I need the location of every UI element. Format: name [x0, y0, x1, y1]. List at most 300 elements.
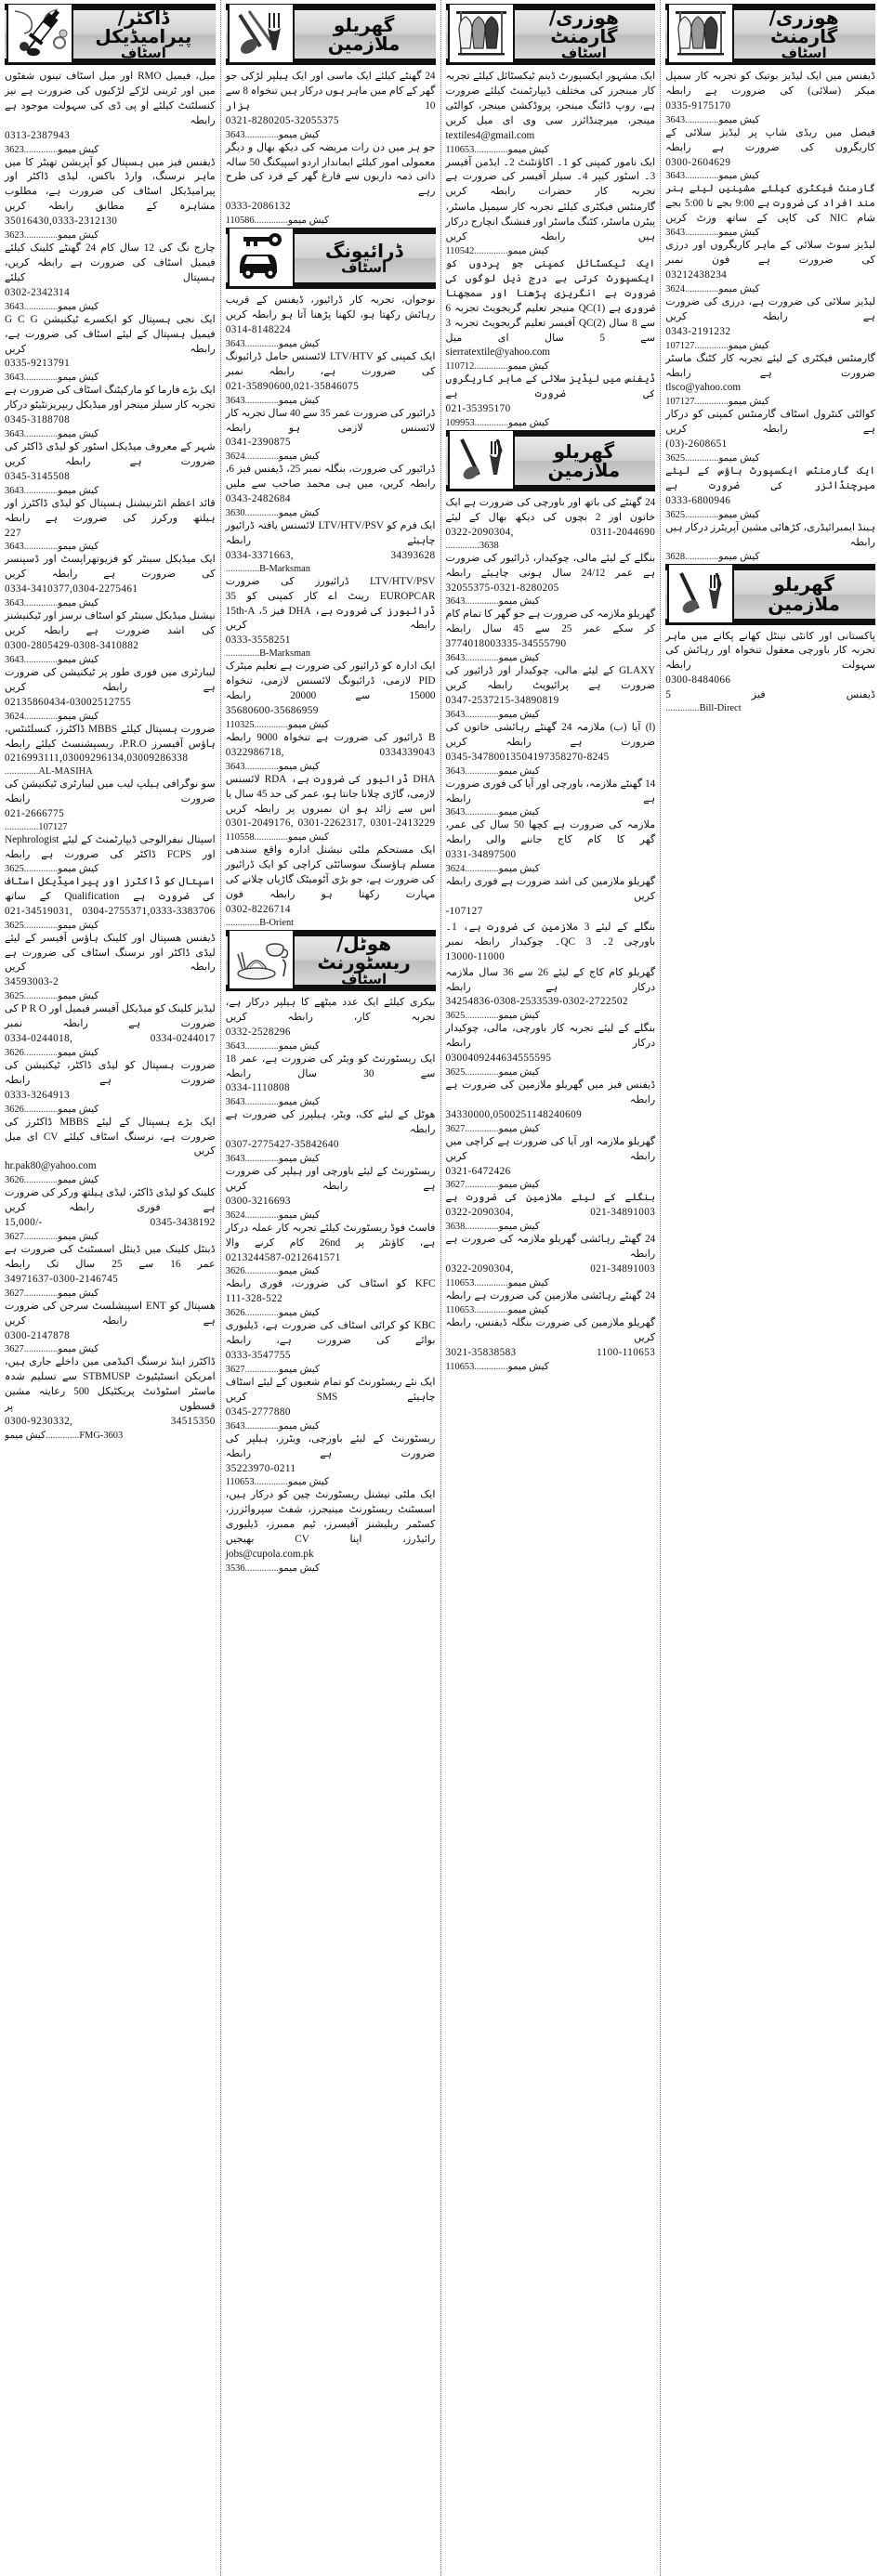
ad-item	[5, 833, 216, 874]
section-header-hotel-restaurant	[226, 930, 436, 991]
ad-text: لیبارٹری میں فوری طور پر ٹیکنیشن کی ضرورت ہے رابطہ کریں	[5, 666, 216, 693]
cash-memo: کیش میمو..............3630	[225, 508, 320, 519]
ad-item	[665, 630, 875, 714]
ad-phone: 0345-34780013504197358270-8245	[445, 751, 610, 763]
cash-memo: کیش میمو..............3625	[5, 863, 99, 874]
ad-item	[5, 1300, 216, 1355]
ad-phone: 15,000/- 0345-3438192	[5, 1217, 216, 1229]
cash-memo: ..............B-Marksman	[225, 563, 310, 574]
cash-memo: کیش میمو..............3643	[665, 114, 760, 125]
ad-text: ڈرائیور کی ضرورت، بنگلہ نمبر 25، ڈیفنس فیز 6، رابطہ کریں، میں ہی محمد صاحب سے ملیں	[225, 464, 436, 490]
ad-phone: 0216993111,03009296134,03009286338	[5, 752, 189, 765]
ad-item	[446, 1191, 656, 1232]
ad-text: گارمنٹ فیکٹری کیلئے مشینیں لیئے ہنر مند افراد کی ضرورت ہے 9:00 بجے تا 5:00 بجے شام NIC کی کاپی کے ساتھ وزٹ کریں	[665, 183, 876, 225]
ad-item	[5, 932, 216, 1002]
cash-memo: کیش میمو..............3624	[445, 864, 540, 875]
ad-phone: 0333-6800946	[665, 494, 731, 506]
ad-item	[226, 1165, 436, 1221]
cash-memo: کیش میمو..............3626	[225, 1308, 320, 1319]
ad-phone: 32055375-0321-8280205	[445, 582, 559, 594]
cash-memo: کیش میمو..............3643	[5, 542, 99, 553]
ad-phone: 3021-35838583 1100-110653	[445, 1346, 656, 1358]
ad-item	[5, 1116, 216, 1186]
cash-memo: کیش میمو..............3643	[665, 171, 760, 182]
cash-memo: کیش میمو..............3643	[5, 373, 99, 384]
ad-item	[226, 1108, 436, 1164]
ad-text: بنگلے کے لیئے ملازمین کی ضرورت ہے	[445, 1192, 656, 1204]
ad-text: ایک گارمنٹس ایکسپورٹ ہاؤس کے لیئے میرچنڈائزر کی ضرورت ہے	[665, 465, 875, 491]
ad-phone: 3774018003335-34555790	[445, 638, 567, 650]
ad-text: LTV/HTV/PSV ڈرائیورز کی ضرورت EUROPCAR رینٹ اے کار کمپنی کو 35 ڈرائیورز کی ضرورت ہے، DHA فیز 5، 15th-A رابطہ کریں	[225, 575, 436, 632]
ad-item	[446, 1233, 656, 1288]
cash-memo: کیش میمو..............3643	[5, 485, 99, 496]
section-title-line2: اسٹاف	[560, 44, 607, 61]
column-2	[440, 0, 661, 2576]
cash-memo: کیش میمو..............109953	[445, 418, 550, 429]
ad-item	[226, 407, 436, 463]
ad-text: قائد اعظم انٹرنیشنل ہسپتال کو لیڈی ڈاکٹرز اور ہیلتھ ورکرز کی ضرورت ہے رابطہ	[5, 497, 216, 524]
ad-text: ڈیفنس میں ایک لیڈیز بوتیک کو تجربہ کار سمپل میکر (سلائی) کی ضرورت ہے رابطہ	[665, 71, 875, 97]
cash-memo: کیش میمو..............3643	[5, 654, 99, 665]
cash-memo: کیش میمو..............3643	[225, 395, 320, 406]
ad-phone: 021-35395170	[445, 403, 511, 415]
section-header-driving-staff	[226, 228, 436, 289]
ad-phone: 0213244587-0212641571	[225, 1251, 341, 1263]
ad-item	[446, 496, 656, 551]
cash-memo: کیش میمو..............3643	[225, 129, 320, 140]
ad-text: لیڈیز سلائی کی ضرورت ہے، درزی کی ضرورت ہے رابطہ کریں	[665, 295, 875, 322]
section-title-line1: گھریلو ملازمین	[327, 13, 401, 55]
section-title-line1: ھوزری/گارمنٹ	[548, 6, 619, 48]
cash-memo: ..............3638	[445, 540, 499, 551]
ad-text: ایک بڑے فارما کو مارکیٹنگ اسٹاف کی ضرورت ہے تجربہ کار سیلز مینجر اور میڈیکل ریپریزنٹیٹو درکار	[5, 385, 216, 412]
ad-phone: 34971637-0300-2146745	[5, 1273, 119, 1285]
cash-memo: کیش میمو..............3643	[445, 653, 540, 664]
ad-text: ڈینٹل کلینک میں ڈینٹل اسسٹنٹ کی ضرورت ہے عمر 16 سے 25 سال تک رابطہ	[5, 1244, 216, 1270]
ad-item	[665, 521, 875, 562]
ad-phone: 0345-2777880	[225, 1406, 291, 1418]
ad-item	[226, 1376, 436, 1432]
cash-memo: کیش میمو..............3628	[665, 551, 760, 562]
ad-phone: 0302-2342314	[5, 286, 71, 298]
cash-memo: کیش میمو..............3627	[445, 1123, 540, 1134]
section-title-line1: ھوزری/گارمنٹ	[768, 6, 839, 48]
ad-phone: 35016430,0333-2312130	[5, 216, 118, 228]
ad-phone: 13000-11000	[445, 950, 506, 962]
ad-text: ملازمہ کی ضرورت ہے کچھا 50 سال کی عمر، گھر کا کام کاج جاننے والی رابطہ	[445, 819, 656, 846]
ad-text: ایک ادارہ کو ڈرائیور کی ضرورت ہے تعلیم میٹرک PID لازمی، ڈرائیونگ لائسنس لازمی، تنخواہ 15000 سے 20000 رابطہ	[225, 660, 436, 702]
ad-phone: 0333-3264913	[5, 1089, 71, 1101]
cash-memo: کیش میمو..............110325	[225, 719, 329, 730]
cash-memo: کیش میمو..............110653	[445, 144, 549, 155]
cash-memo: کیش میمو..............3625	[5, 991, 99, 1002]
ad-text: کلینک کو لیڈی ڈاکٹر، لیڈی ہیلتھ ورکر کی ضرورت ہے فوری رابطہ کریں	[5, 1187, 216, 1214]
ad-text: لیڈیز سوٹ سلائی کے ماہر کاریگروں اور درزی کی ضرورت ہے فون نمبر	[665, 240, 875, 267]
section-title-line2: اسٹاف	[120, 44, 166, 61]
ad-text: بنگلے کے لیئے تجربہ کار باورچی، مالی، چوکیدار درکار رابطہ	[445, 1023, 656, 1050]
ad-text: GLAXY کے لیئے مالی، چوکیدار اور ڈرائیور کی ضرورت ہے پرائیویٹ رابطہ کریں	[445, 665, 656, 692]
ad-text: ایک بڑے ہسپتال کے لیئے MBBS ڈاکٹرز کی ضرورت ہے، نرسنگ اسٹاف کیلئے CV ای میل کریں	[5, 1116, 216, 1157]
cash-memo: کیش میمو..............3627	[5, 1232, 99, 1242]
cash-memo: کیش میمو..............3623	[5, 144, 99, 155]
cash-memo: کیش میمو..............3626	[5, 1047, 99, 1058]
ad-text: میل، فیمیل RMO اور میل اسٹاف تینوں شفٹوں میں اور ٹرینی لڑکے لڑکیوں کی ضرورت ہے نیز کنسلٹنٹ کیلئے او پی ڈی کی سہولت موجود ہے رابطہ	[5, 71, 216, 126]
ad-item	[226, 1277, 436, 1318]
ad-phone: 0322-2090304, 021-34891003	[445, 1263, 656, 1275]
ad-text: 24 گھنٹے کی باتھ اور باورچی کی ضرورت ہے ایک خاتون اور 2 بچوں کی دیکھ بھال کے لیئے	[445, 497, 656, 523]
ad-phone: 0333-2086132	[225, 201, 291, 213]
ad-item	[226, 1222, 436, 1277]
cash-memo: کیش میمو..............3627	[225, 1365, 320, 1375]
cash-memo: کیش میمو..............3643	[225, 1097, 320, 1108]
cash-memo: کیش میمو..............3626	[5, 1104, 99, 1115]
cash-memo: کیش میمو..............3638	[445, 1222, 540, 1233]
ad-item	[226, 141, 436, 227]
ad-phone: 0334-3371663, 34393628	[225, 549, 436, 561]
section-title-line1: گھریلو ملازمین	[768, 573, 840, 615]
ad-text: گھریلو ملازمین کی اشد ضرورت ہے فوری رابطہ کریں	[445, 876, 656, 903]
ad-text: ڈرائیور کی ضرورت عمر 35 سے 40 سال تجربہ کار لائسنس لازمی ہو رابطہ	[225, 407, 436, 434]
ad-text: ڈیفنس فیز میں گھریلو ملازمین کی ضرورت ہے رابطہ	[445, 1079, 656, 1105]
cash-memo: کیش میمو..............3625	[5, 920, 99, 931]
cash-memo: کیش میمو..............3624	[225, 1210, 320, 1221]
ad-item	[226, 350, 436, 406]
ad-phone: 0331-34897500	[445, 849, 517, 861]
section-title	[298, 10, 430, 59]
ad-text: KFC کو اسٹاف کی ضرورت، فوری رابطہ	[225, 1278, 436, 1290]
cash-memo: کیش میمو..............3627	[5, 1288, 99, 1299]
ad-phone: 0345-3145508	[5, 470, 71, 482]
ad-item	[226, 731, 436, 772]
ad-phone: 35680600-35686959	[225, 705, 319, 716]
ad-text: ایک فرم کو LTV/HTV/PSV لائسنس یافتہ ڈرائیور چاہیئے رابطہ	[225, 520, 436, 546]
ad-phone: 0313-2387943	[5, 129, 71, 141]
cash-memo: کیش میمو..............110653	[445, 1304, 549, 1315]
section-title	[298, 234, 430, 282]
ad-item	[665, 239, 875, 294]
ad-item	[446, 921, 656, 965]
ad-text: اسپتال کو ڈاکٹرز اور پیرامیڈیکل اسٹاف کی ضرورت ہے Qualification کے ساتھ	[5, 875, 216, 902]
ad-item	[226, 843, 436, 928]
cash-memo: کیش میمو..............3643	[5, 301, 99, 312]
ad-item	[5, 70, 216, 155]
ad-text: ایک نجی ہسپتال کو ایکسرے ٹیکنیشن G C G فیمیل ہسپتال کے لیئے اسٹاف کی ضرورت ہے، رابطہ کریں	[5, 313, 216, 355]
ad-item	[446, 1316, 656, 1372]
ad-phone: 0321-6472426	[445, 1165, 511, 1177]
cash-memo: کیش میمو..............107127	[665, 340, 769, 351]
ad-email: textiles4@gmail.com	[445, 129, 535, 141]
ad-item	[5, 313, 216, 384]
ad-text: 24 گھنٹے رہائشی ملازمین کی ضرورت ہے رابطہ	[445, 1290, 656, 1301]
cash-memo: کیش میمو..............3626	[225, 1266, 320, 1277]
syringe-icon	[7, 4, 73, 64]
ad-phone: 0300-2147878	[5, 1329, 71, 1341]
ad-item	[226, 575, 436, 660]
ad-item	[5, 1243, 216, 1299]
section-title-line1: ڈرائیونگ	[324, 240, 403, 263]
ad-item	[446, 1135, 656, 1191]
ad-phone: 0345-3188708	[5, 414, 71, 426]
ad-text: گھریلو کام کاج کے لیئے 26 سے 36 سال ملازمہ درکار ہے رابطہ	[445, 966, 656, 993]
cash-memo: ..............Bill-Direct	[665, 703, 742, 714]
ad-item	[665, 70, 875, 125]
ad-phone: 34254836-0308-2533539-0302-2722502	[445, 996, 628, 1008]
ad-phone: 0335-9213791	[5, 358, 71, 370]
ad-text: ھسپتال کو ENT اسپیشلسٹ سرجن کی ضرورت ہے رابطہ کریں	[5, 1300, 216, 1327]
cash-memo: کیش میمو..............3643	[225, 1154, 320, 1165]
ad-item	[226, 519, 436, 574]
ad-phone: 227	[5, 527, 21, 539]
ad-text: کوالٹی کنٹرول اسٹاف گارمنٹس کمپنی کو درکار ہے رابطہ کریں	[665, 409, 875, 436]
ad-text: ضرورت ہسپتال کو لیڈی ڈاکٹر، ٹیکنیشن کی ضرورت ہے رابطہ	[5, 1059, 216, 1086]
ad-item	[5, 723, 216, 778]
ad-phone: 0314-8148224	[225, 323, 291, 335]
ad-item	[446, 778, 656, 818]
section-header-domestic-staff-3	[226, 4, 436, 65]
cash-memo: کیش میمو..............110653	[445, 1361, 549, 1372]
ad-phone: 0321-8280205-32055375	[225, 114, 339, 126]
cash-memo: کیش میمو..............3625	[445, 1067, 540, 1079]
ad-item	[665, 295, 875, 351]
ad-item	[5, 778, 216, 832]
ad-phone: 021-2666775	[5, 808, 65, 820]
ad-text: 14 گھنٹے ملازمہ، باورچی اور آیا کی فوری ضرورت ہے رابطہ	[445, 778, 656, 804]
ad-email: sierratextile@yahoo.com	[445, 347, 551, 359]
ad-item	[5, 440, 216, 496]
column-1	[660, 0, 880, 2576]
ad-item	[446, 373, 656, 428]
ad-extra: ڈیفنس فیز 5	[665, 689, 875, 701]
ad-phone: 03212438234	[665, 268, 728, 281]
cash-memo: کیش میمو..............3643	[225, 761, 320, 772]
section-title	[519, 437, 650, 485]
ad-item	[446, 966, 656, 1022]
ad-phone: 0322-2090304, 0311-2044690	[445, 526, 656, 538]
ad-text: لیڈیز کلینک کو میڈیکل آفیسر فیمیل اور P R O کی ضرورت ہے رابطہ نمبر	[5, 1003, 216, 1030]
ad-item	[5, 1355, 216, 1441]
ad-item	[446, 1022, 656, 1078]
section-header-domestic-staff	[665, 564, 875, 625]
ad-text: ھوٹل کے لیئے کک، ویٹر، ہیلپرز کی ضرورت ہے رابطہ	[225, 1109, 436, 1136]
ad-text: ایک میڈیکل سینٹر کو فزیوتھراپسٹ اور ڈسپنسر کی ضرورت ہے رابطہ کریں	[5, 554, 216, 581]
cash-memo: کیش میمو..............3626	[5, 1175, 99, 1186]
ad-phone: 34593003-2	[5, 976, 59, 988]
ad-text: ایک مشہور ایکسپورٹ ڈینم ٹیکسٹائل کیلئے تجربہ کار مینجرز کی مختلف ڈیپارٹمنٹ کیلئے ضرورت ہے، روپ ڈائنگ مینجر، پروڈکشن مینجر، کوالٹی مینجر، میرچنڈائزر سی وی ای میل کریں	[445, 71, 656, 126]
ad-item	[446, 552, 656, 608]
cash-memo: ..............AL-MASIHA	[5, 766, 93, 778]
ad-item	[226, 660, 436, 730]
cash-memo: کیش میمو..............3627	[445, 1180, 540, 1191]
ad-text: اسپتال نیفرالوجی ڈیپارٹمنٹ کے لیئے Nephrologist اور FCPS ڈاکٹر کی ضرورت ہے رابطہ	[5, 834, 216, 860]
ad-item	[5, 384, 216, 439]
ad-item	[665, 464, 875, 520]
section-header-doctor-paramedical	[5, 4, 216, 65]
cash-memo: کیش میمو..............107127	[665, 397, 769, 408]
ad-text: گارمنٹس فیکٹری کے لیئے تجربہ کار کٹنگ ماسٹر ضرورت ہے رابطہ	[665, 352, 875, 379]
ad-item	[5, 609, 216, 665]
section-title-line1: ڈاکٹر/پیرامیڈیکل	[95, 6, 192, 48]
ad-text: ڈیفنس ھسپتال اور کلینک ہاؤس آفیسر کے لیئے لیڈی ڈاکٹر اور نرسنگ اسٹاف کی ضرورت ہے رابطہ کریں	[5, 932, 216, 974]
ad-phone: 021-35890600,021-35846075	[225, 380, 360, 392]
ad-phone: 0300-2604629	[665, 156, 731, 168]
ad-item	[226, 996, 436, 1052]
cash-memo: کیش میمو..............3625	[665, 509, 760, 520]
ad-phone: 0333-3558251	[225, 634, 291, 647]
ad-phone: 111-328-522	[225, 1293, 283, 1305]
ad-text: بنگلے کے لیئے مالی، چوکیدار، ڈرائیور کی ضرورت ہے عمر 24/12 سال ہونی چاہیئے رابطہ	[445, 552, 656, 579]
ad-text: DHA ڈرائیور کی ضرورت ہے، RDA لائسنس لازمی، گاڑی چلانا جانتا ہو، عمر کی حد 45 سال یا اس سے زائد ہو ان نمبروں پر رابطہ کریں	[225, 773, 436, 815]
ad-text: ضرورت ہسپتال کیلئے MBBS ڈاکٹرز، کنسلٹنٹس، ہاؤس آفیسرز P.R.O، ریسپشنسٹ کیلئے رابطہ	[5, 723, 216, 750]
ad-item	[5, 1002, 216, 1058]
clothes-rack-icon	[667, 4, 734, 64]
ad-text: ایک مستحکم ملٹی نیشنل ادارہ واقع سندھی مسلم ہاؤسنگ سوسائٹی کراچی کو ایک ڈرائیور کی ضرورت ہے، جو بڑی آٹومیٹک گاڑیاں چلانے کی مہارت رکھتا ہو رابطہ فون	[225, 844, 436, 901]
ad-text: 24 گھنٹے رہائشی گھریلو ملازمہ کی ضرورت ہے رابطہ	[445, 1234, 656, 1261]
ad-text: ایک کمپنی کو LTV/HTV لائسنس حامل ڈرائیونگ کی ضرورت ہے، رابطہ نمبر	[225, 350, 436, 377]
ad-phone: 0300409244634555595	[445, 1053, 552, 1065]
ad-text: ڈیفنس فیز میں ہسپتال کو آپریشن تھیٹر کا میں ماہر نرسنگ، وارڈ باکس، لیڈی ڈاکٹر اور پیرامیڈیکل اسٹاف کی ضرورت ہے، مطلوب مشاہرہ کے مطابق رابطہ کریں	[5, 156, 216, 213]
section-header-domestic-staff-2	[446, 430, 656, 491]
ad-phone: 0334-3410377,0304-2275461	[5, 583, 138, 595]
cash-memo: کیش میمو..............3643	[5, 598, 99, 609]
ad-text: ہینڈ ایمبرائیڈری، کڑھائی مشین آپریٹرز درکار ہیں رابطہ	[665, 521, 875, 548]
ad-item	[446, 201, 656, 256]
ad-text: چارج نگ کی 12 سال کام 24 گھنٹے کلینک کیلئے فیمیل اسٹاف کی ضرورت ہے رابطہ کریں، ہسپتال کیلئے	[5, 242, 216, 283]
section-title-line1: ھوٹل/ریسٹورنٹ	[317, 932, 411, 974]
ad-item	[446, 721, 656, 777]
ad-item	[226, 294, 436, 349]
ad-phone: 35223970-0211	[225, 1462, 296, 1474]
ad-text: سو نوگرافی ہیلپ لیب میں لیبارٹری ٹیکنیشن کی ضرورت رابطہ	[5, 778, 216, 805]
clothes-rack-icon	[448, 4, 515, 64]
section-title-line2: اسٹاف	[341, 258, 387, 276]
cutlery-icon	[448, 430, 515, 490]
ad-item	[665, 182, 875, 238]
ad-item	[5, 242, 216, 312]
ad-item	[446, 70, 656, 155]
ad-item	[226, 70, 436, 140]
ad-text: جو ہر میں دن رات مریضہ کی دیکھ بھال و دیگر معمولی امور کیلئے ایماندار اردو اسپیکنگ 50 سالہ ذاتی ذمہ داریوں سے فارغ گھر کے فرد کی طرح رہے	[225, 141, 436, 198]
ad-text: گارمنٹس فیکٹری کیلئے تجربہ کار سیمپل ماسٹر، پیٹرن ماسٹر، کٹنگ ماسٹر اور فنشنگ انچارج درکار ہیں رابطہ کریں	[445, 202, 656, 243]
ad-item	[5, 666, 216, 722]
ad-item	[226, 463, 436, 518]
ad-text: نوجوان، تجربہ کار ڈرائیور، ڈیفنس کے قریب رہائش رکھتا ہو، لکھنا پڑھنا آتا ہو رابطہ کریں	[225, 294, 436, 321]
section-title-line2: اسٹاف	[781, 44, 827, 61]
ad-phone: 0347-2537215-34890819	[445, 695, 559, 706]
ad-text: ایک نامور کمپنی کو 1۔ اکاؤنٹنٹ 2۔ ایڈمن آفیسر 3۔ اسٹور کیپر 4۔ سیلز آفیسر کی ضرورت ہے تجربہ کار حضرات رابطہ کریں	[445, 156, 656, 198]
cash-memo: کیش میمو..............3643	[445, 807, 540, 818]
ad-text: ایک نئے ریسٹورنٹ کو تمام شعبوں کے لیئے اسٹاف چاہیئے SMS کریں	[225, 1377, 436, 1403]
cash-memo: کیش میمو..............3643	[225, 338, 320, 349]
food-service-icon	[228, 930, 295, 990]
ad-text: ڈیفنس میں لیڈیز سلائی کے ماہر کاریگروں کی ضرورت ہے	[445, 373, 656, 400]
ad-item	[5, 156, 216, 242]
ad-item	[665, 126, 875, 182]
cash-memo: کیش میمو..............110558	[225, 832, 329, 843]
cash-memo: کیش میمو..............3624	[665, 283, 760, 294]
cash-memo: کیش میمو..............3623	[5, 230, 99, 242]
ad-phone: 0322986718, 0334339043	[225, 746, 436, 758]
section-header-hosiery-garment-2	[446, 4, 656, 65]
ad-text: ڈاکٹرز اینڈ نرسنگ اکیڈمی میں داخلے جاری ہیں، امریکن انسٹیٹیوٹ STBMUSP سے تسلیم شدہ ماسٹر اسٹوڈنٹ پریکٹیکل 500 رعایتہ مشین قسطوں پر	[5, 1356, 216, 1413]
ad-phone: 0343-2482684	[225, 493, 291, 505]
cash-memo: کیش میمو..............110586	[225, 216, 329, 227]
ad-email: tlsco@yahoo.com	[665, 382, 742, 394]
ad-phone: 0343-2191232	[665, 325, 731, 337]
ad-text: B ڈرائیور کی ضرورت ہے تنخواہ 9000 رابطہ	[225, 731, 436, 743]
ad-phone: 0335-9175170	[665, 99, 731, 111]
ad-item	[226, 1053, 436, 1108]
cash-memo: کیش میمو..............3643	[445, 596, 540, 608]
ad-item	[5, 875, 216, 931]
cash-memo: ..............107127	[5, 822, 68, 833]
ad-text: نیشنل میڈیکل سینٹر کو اسٹاف نرسز اور ٹیکنیشنز کی اشد ضرورت ہے رابطہ کریں	[5, 610, 216, 637]
ad-text: KBC کو کرائی اسٹاف کی ضرورت ہے، ڈیلیوری بوائے کی ضرورت ہے، رابطہ	[225, 1320, 436, 1347]
cash-memo: کیش میمو..............3625	[665, 453, 760, 464]
ad-email: hr.pak80@yahoo.com	[5, 1160, 97, 1172]
ad-phone: 0300-2805429-0308-3410882	[5, 640, 139, 651]
ad-text: بنگلے کے لیئے 3 ملازمین کی ضرورت ہے، 1۔ باورچی 2۔ QC 3۔ چوکیدار رابطہ نمبر	[445, 921, 656, 948]
ad-item	[226, 1319, 436, 1375]
section-title	[738, 6, 870, 61]
ad-text: گھریلو ملازمہ کی ضرورت ہے جو گھر کا تمام کام کر سکے عمر 25 سے 45 سال رابطہ	[445, 608, 656, 635]
ad-phone: 34330000,0500251148240609	[445, 1108, 583, 1120]
ad-text: ایک ریسٹورنٹ کو ویٹر کی ضرورت ہے، عمر 18 سے 30 سال رابطہ	[225, 1053, 436, 1079]
ad-item	[446, 608, 656, 663]
ad-phone: 0341-2390875	[225, 437, 291, 449]
cash-memo: کیش میمو..............3643	[225, 1420, 320, 1432]
ad-phone: 0333-3547755	[225, 1350, 291, 1362]
ad-text: ریسٹورنٹ کے لیئے باورچی، ویٹرز، ہیلپر کی ضرورت ہے رابطہ	[225, 1432, 436, 1459]
ad-text: 24 گھنٹے کیلئے ایک ماسی اور ایک ہیلپر لڑکی جو گھر کے کام میں ماہر ہوں درکار ہیں تنخواہ 8 سے 10 ہزار	[225, 71, 436, 111]
ad-phone: 021-34519031, 0304-2755371,0333-3383706	[5, 905, 216, 917]
cash-memo: کیش میمو..............3627	[5, 1344, 99, 1355]
ad-phone: 0300-3216693	[225, 1195, 291, 1207]
ad-email: jobs@cupola.com.pk	[225, 1549, 314, 1561]
ad-item	[446, 818, 656, 874]
ad-phone: 0301-2049176, 0301-2262317, 0301-2413229	[225, 817, 436, 830]
section-title	[77, 6, 210, 61]
ad-item	[665, 352, 875, 408]
section-title	[738, 570, 870, 619]
ad-phone: 02135860434-03002512755	[5, 696, 131, 708]
section-title	[519, 6, 650, 61]
ad-text: گھریلو ملازمین کی ضرورت بنگلہ ڈیفنس، رابطہ کریں	[445, 1316, 656, 1343]
cash-memo: کیش میمو..............3643	[225, 1040, 320, 1052]
ad-text: شہر کے معروف میڈیکل اسٹور کو لیڈی ڈاکٹر کی ضرورت ہے رابطہ کریں	[5, 441, 216, 467]
ad-item	[5, 1059, 216, 1115]
ad-phone: -107127	[445, 905, 483, 917]
cutlery-icon	[667, 564, 734, 624]
ad-item	[226, 1432, 436, 1488]
ad-text: پاکستانی اور کانٹی نینٹل کھانے پکانے میں ماہر تجربہ کار باورچی معقول تنخواہ اور رہائش کی سہولت رابطہ	[665, 630, 875, 672]
car-key-icon	[228, 228, 295, 288]
ad-item	[446, 1289, 656, 1315]
ad-text: فاسٹ فوڈ ریسٹورنٹ کیلئے تجربہ کار عملہ درکار ہے، کاؤنٹر پر 26nd کام کرنے والا	[225, 1222, 436, 1249]
ad-text: بیکری کیلئے ایک عدد میٹھے کا ہیلپر درکار ہے، تجربہ کار، رابطہ کریں	[225, 996, 436, 1023]
section-title-line1: گھریلو ملازمین	[547, 439, 621, 482]
cash-memo: کیش میمو..............110542	[445, 245, 549, 256]
section-title	[298, 932, 430, 987]
cash-memo: کیش میمو..............3643	[5, 429, 99, 440]
cash-memo: کیش میمو..............3624	[5, 711, 99, 722]
ad-text: ایک ٹیکسٹائل کمپنی جو پردوں کو ایکسپورٹ کرتی ہے درج ذیل لوگوں کی ضرورت ہے انگریزی پڑھنا اور سمجھنا ضروری ہے (1)QC منیجر تعلیم گریجویٹ تجربہ 6 سے 8 سال (2)QC آفیسر تعلیم گریجویٹ تجربہ 3 سے 5 سال ای میل	[445, 257, 656, 344]
ad-item	[446, 664, 656, 720]
ad-text: ریسٹورنٹ کے لیئے باورچی اور ہیلپر کی ضرورت ہے رابطہ کریں	[225, 1166, 436, 1192]
cash-memo: کیش میمو..............3643	[445, 765, 540, 777]
cash-memo: کیش میمو..............3643	[665, 228, 760, 239]
ad-item	[5, 1186, 216, 1242]
cash-memo: کیش میمو..............3536	[225, 1563, 320, 1574]
